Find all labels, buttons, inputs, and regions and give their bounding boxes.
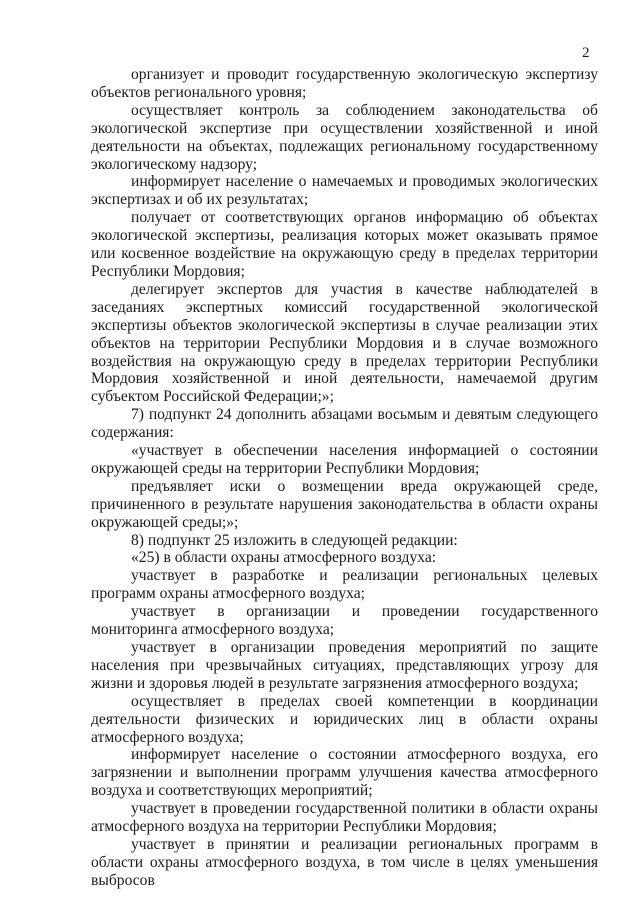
- paragraph-delegate-experts: делегирует экспертов для участия в качестве наблюдателей в заседаниях экспертных комиссий государственной экологической экспертизы объектов экологической экспертизы в случае реализации этих объектов на территории Республики Мордовия и в случае возможного воздействия на окружающую среду в пределах территории Республики Мордовия хозяйственной и иной деятельности, намечаемой другим субъектом Российской Федерации;»;: [91, 280, 598, 406]
- paragraph-coordination: осуществляет в пределах своей компетенции в координации деятельности физических и юридических лиц в области охраны атмосферного воздуха;: [91, 692, 598, 746]
- page-number: 2: [582, 45, 590, 61]
- paragraph-receive-information: получает от соответствующих органов информацию об объектах экологической экспертизы, реализация которых может оказывать прямое или косвенное воздействие на окружающую среду в пределах территории Республики Мордовия;: [91, 209, 598, 280]
- paragraph-inform-population-expertise: информирует население о намечаемых и проводимых экологических экспертизах и об их результатах;: [91, 173, 598, 209]
- paragraph-emergency-protection: участвует в организации проведения мероприятий по защите населения при чрезвычайных ситуациях, представляющих угрозу для жизни и здоровья людей в результате загрязнения атмосферного воздуха;: [91, 639, 598, 692]
- paragraph-air-monitoring: участвует в организации и проведении государственного мониторинга атмосферного воздуха;: [91, 603, 598, 639]
- paragraph-state-expertise: организует и проводит государственную экологическую экспертизу объектов регионального уровня;: [91, 66, 598, 101]
- paragraph-control-compliance: осуществляет контроль за соблюдением законодательства об экологической экспертизе при осуществлении хозяйственной и иной деятельности на объектах, подлежащих региональному государственному экологическому надзору;: [91, 101, 598, 173]
- paragraph-regional-programs: участвует в принятии и реализации региональных программ в области охраны атмосферного воздуха, в том числе в целях уменьшения выбросов: [91, 835, 598, 889]
- paragraph-subitem-25: 8) подпункт 25 изложить в следующей редакции:: [131, 531, 458, 549]
- paragraph-subitem-24: 7) подпункт 24 дополнить абзацами восьмым и девятым следующего содержания:: [91, 406, 598, 442]
- paragraph-claims-damage: предъявляет иски о возмещении вреда окружающей среде, причиненного в результате нарушения законодательства в области охраны окружающей среды;»;: [91, 477, 598, 531]
- paragraph-target-programs: участвует в разработке и реализации региональных целевых программ охраны атмосферного воздуха;: [91, 567, 598, 603]
- paragraph-air-protection-heading: «25) в области охраны атмосферного воздуха:: [131, 549, 437, 567]
- paragraph-inform-environment-state: «участвует в обеспечении населения информацией о состоянии окружающей среды на территории Республики Мордовия;: [91, 442, 598, 477]
- document-body: [91, 66, 598, 890]
- paragraph-inform-air-state: информирует население о состоянии атмосферного воздуха, его загрязнении и выполнении программ улучшения качества атмосферного воздуха и соответствующих мероприятий;: [91, 746, 598, 800]
- paragraph-state-policy: участвует в проведении государственной политики в области охраны атмосферного воздуха на территории Республики Мордовия;: [91, 800, 598, 836]
